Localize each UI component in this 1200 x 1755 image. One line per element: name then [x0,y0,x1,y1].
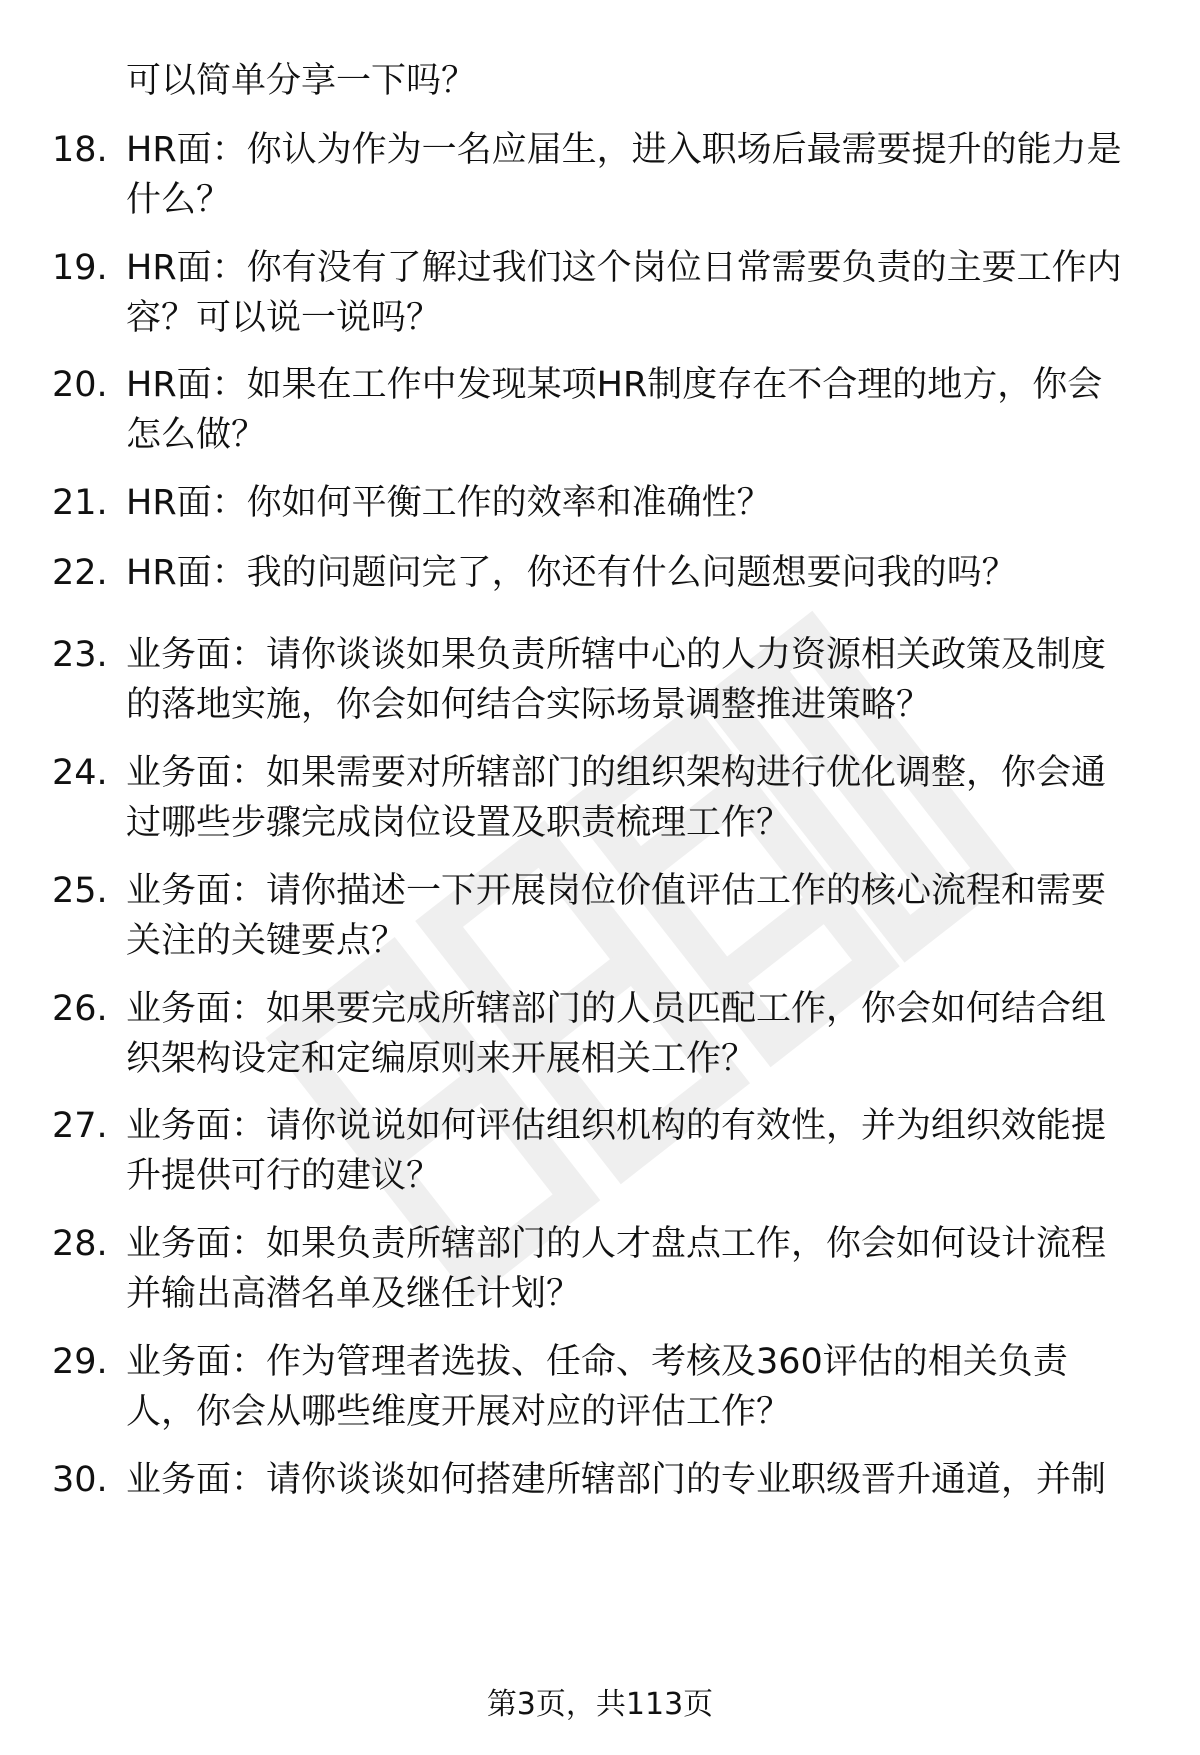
question-text [126,125,1156,225]
question-text-line: HR面：我的问题问完了，你还有什么问题想要问我的吗？ [126,553,1017,593]
question-text-line: 人，你会从哪些维度开展对应的评估工作？ [126,1392,792,1432]
question-text [126,984,1156,1084]
question-text [126,866,1156,966]
question-text-line: 织架构设定和定编原则来开展相关工作？ [126,1039,757,1079]
question-text-line: 关注的关键要点？ [126,921,407,961]
question-text-line: 容？可以说一说吗？ [126,298,442,338]
question-text-line: 业务面：请你谈谈如果负责所辖中心的人力资源相关政策及制度 [126,635,1107,675]
question-text-line: 什么？ [126,180,232,220]
question-text [126,748,1156,848]
question-number: 18. [52,130,108,170]
question-text-line: HR面：你认为作为一名应届生，进入职场后最需要提升的能力是 [126,130,1122,170]
question-text [126,243,1156,343]
question-text-line: 业务面：请你描述一下开展岗位价值评估工作的核心流程和需要 [126,871,1107,911]
question-text-line: 并输出高潜名单及继任计划？ [126,1274,582,1314]
question-number: 29. [52,1342,108,1382]
question-text-line: 的落地实施，你会如何结合实际场景调整推进策略？ [126,685,932,725]
question-number: 23. [52,635,108,675]
question-text-line: 业务面：请你说说如何评估组织机构的有效性，并为组织效能提 [126,1106,1107,1146]
question-number: 20. [52,365,108,405]
question-text [126,1101,1156,1201]
question-text-line: 业务面：如果要完成所辖部门的人员匹配工作，你会如何结合组 [126,989,1107,1029]
question-number: 27. [52,1106,108,1146]
question-number: 25. [52,871,108,911]
question-text [126,548,1156,598]
question-text-line: HR面：你有没有了解过我们这个岗位日常需要负责的主要工作内 [126,248,1122,288]
question-number: 22. [52,553,108,593]
question-text-line: 怎么做？ [126,415,267,455]
question-text [126,630,1156,730]
question-text [126,478,1156,528]
question-text-line: 业务面：如果需要对所辖部门的组织架构进行优化调整，你会通 [126,753,1107,793]
question-number: 28. [52,1224,108,1264]
question-text [126,360,1156,460]
question-text-line: 升提供可行的建议？ [126,1156,442,1196]
question-text-line: 业务面：如果负责所辖部门的人才盘点工作，你会如何设计流程 [126,1224,1107,1264]
page-footer: 第3页，共113页 [486,1687,714,1722]
continuation-line: 可以简单分享一下吗？ [126,61,477,101]
question-number: 21. [52,483,108,523]
question-number: 26. [52,989,108,1029]
question-number: 19. [52,248,108,288]
question-number: 30. [52,1460,108,1500]
question-text [126,1337,1156,1437]
question-text-line: HR面：你如何平衡工作的效率和准确性？ [126,483,772,523]
question-number: 24. [52,753,108,793]
question-text [126,1455,1156,1505]
question-text-line: HR面：如果在工作中发现某项HR制度存在不合理的地方，你会 [126,365,1103,405]
question-text-line: 业务面：作为管理者选拔、任命、考核及360评估的相关负责 [126,1342,1068,1382]
question-text [126,1219,1156,1319]
question-text-line: 业务面：请你谈谈如何搭建所辖部门的专业职级晋升通道，并制 [126,1460,1107,1500]
question-text-line: 过哪些步骤完成岗位设置及职责梳理工作？ [126,803,792,843]
